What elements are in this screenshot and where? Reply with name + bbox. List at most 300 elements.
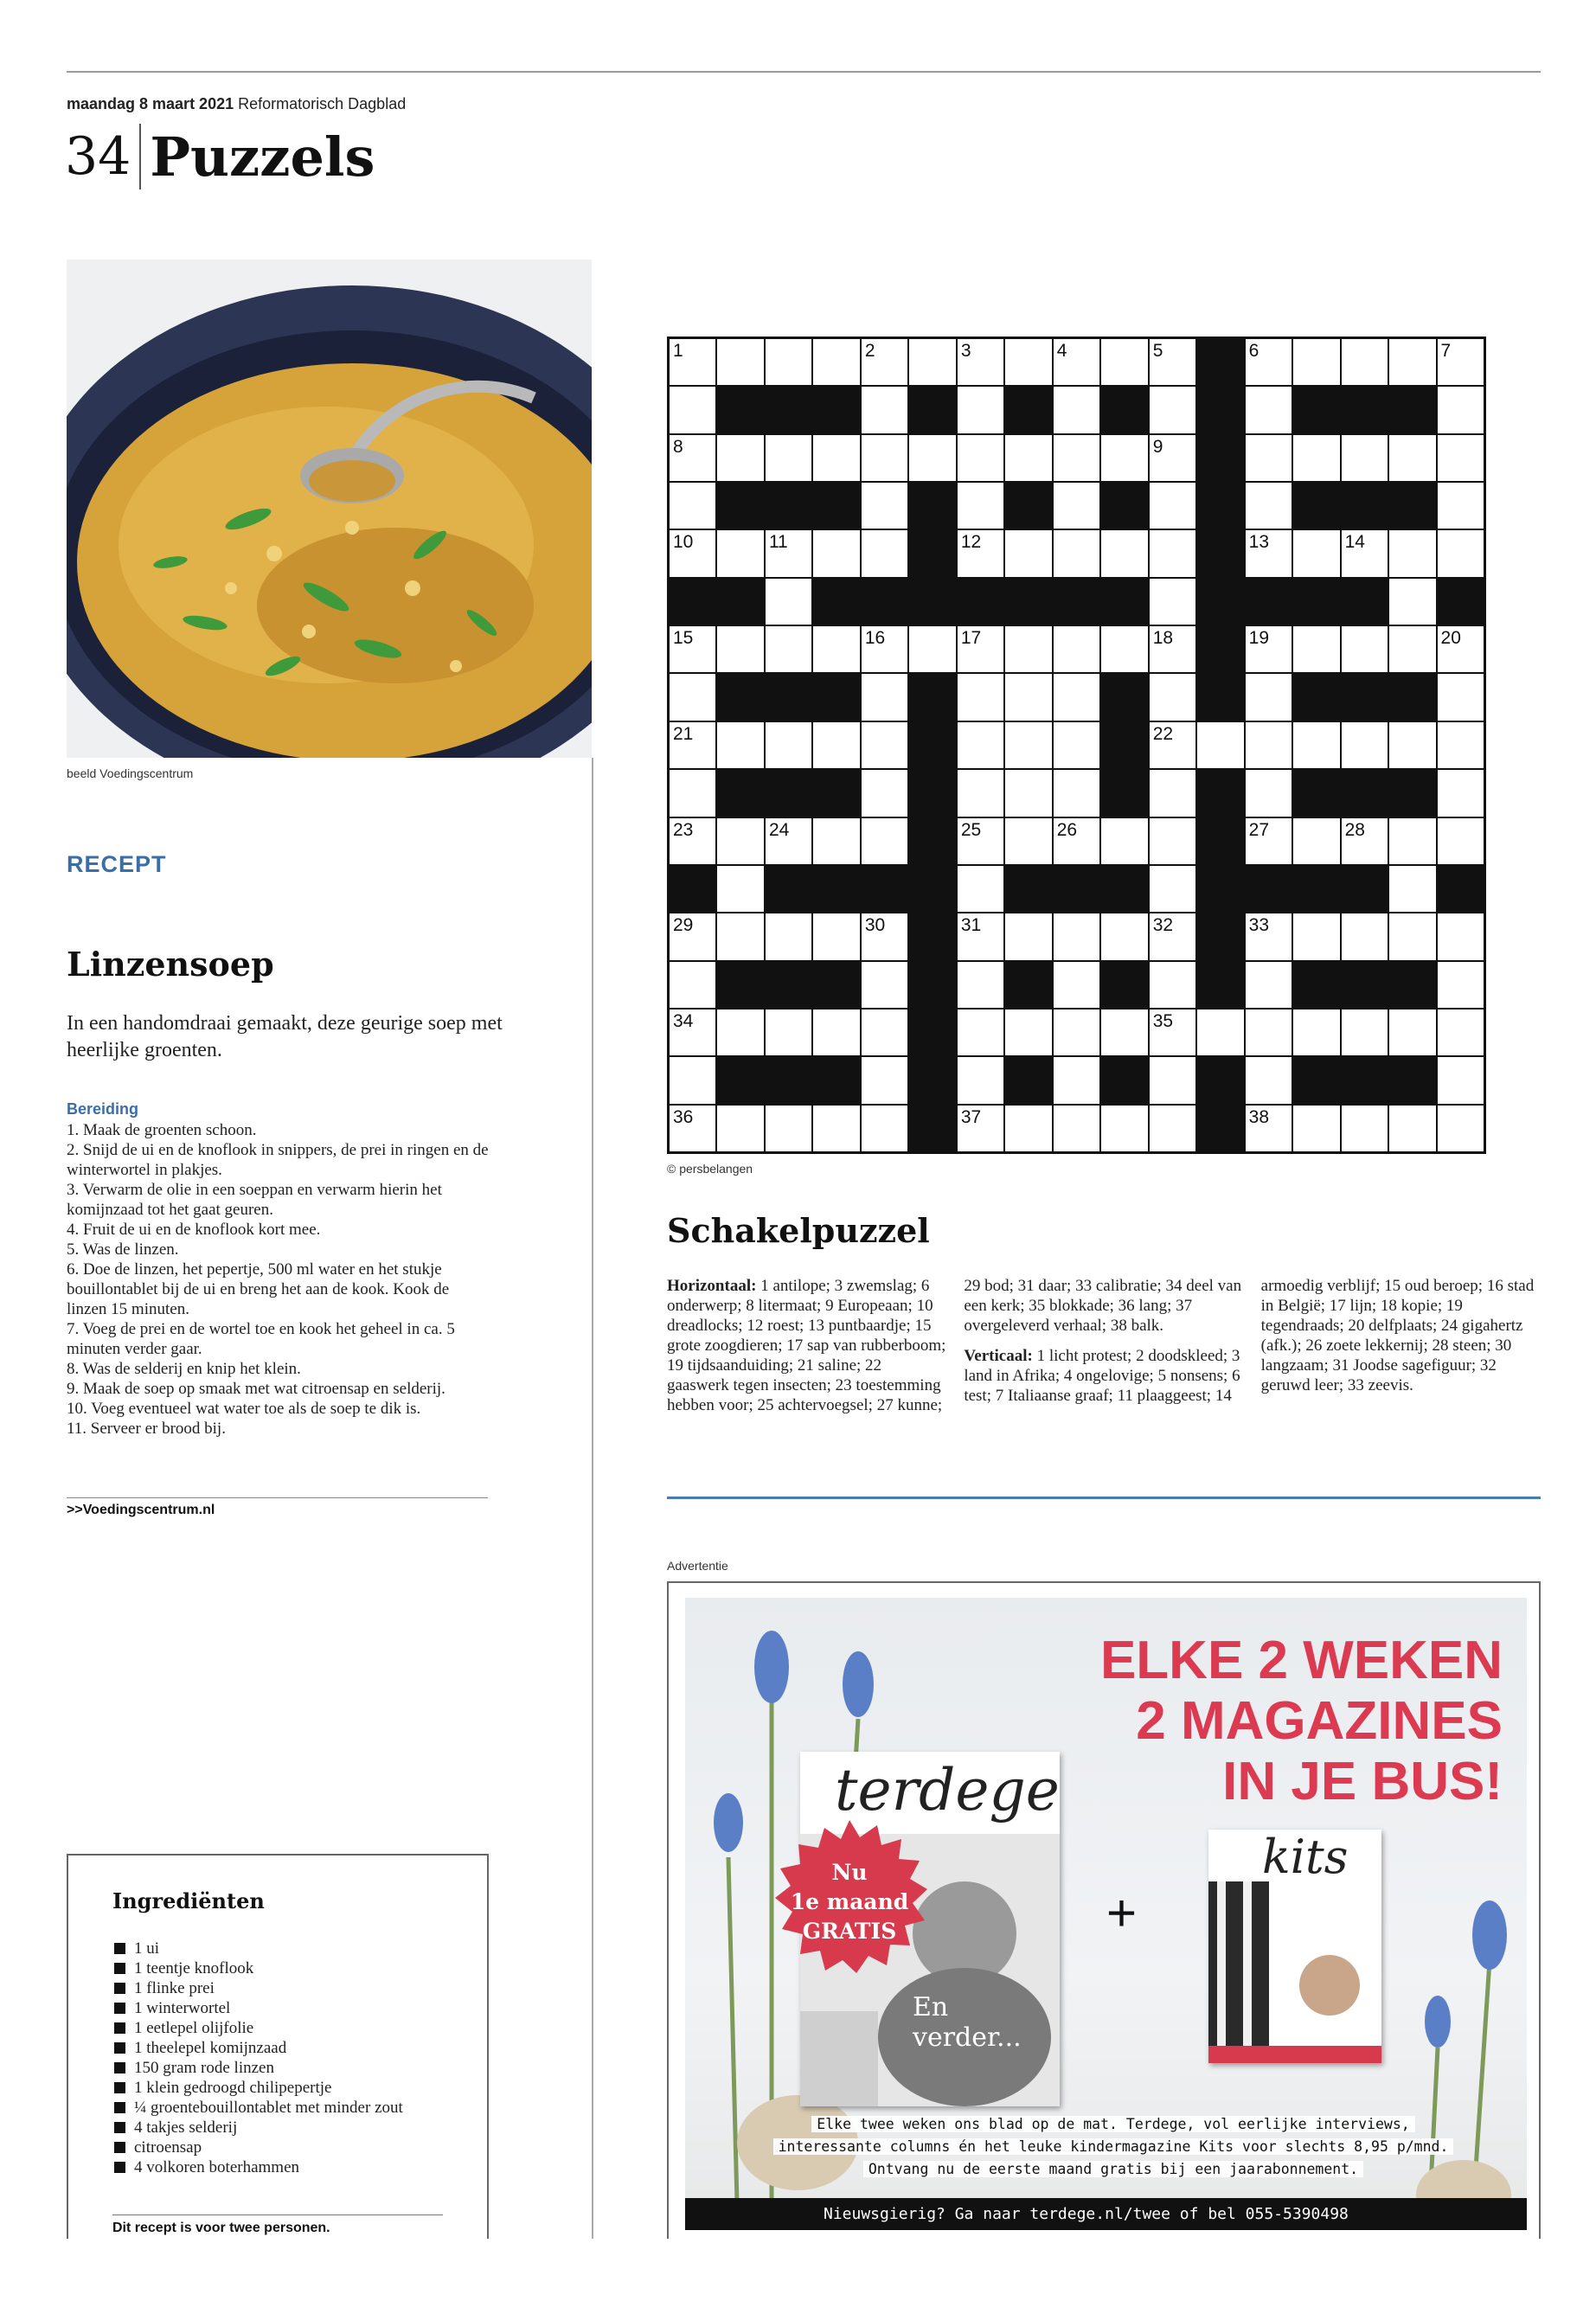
crossword-cell[interactable] bbox=[1150, 818, 1195, 864]
free-month-badge bbox=[772, 1818, 927, 1974]
crossword-cell[interactable] bbox=[958, 626, 1003, 672]
crossword-block bbox=[1389, 483, 1435, 529]
crossword-cell[interactable] bbox=[958, 530, 1003, 576]
crossword-cell[interactable] bbox=[766, 579, 811, 625]
crossword-cell[interactable] bbox=[813, 339, 859, 385]
crossword-cell[interactable] bbox=[1150, 339, 1195, 385]
crossword-cell[interactable] bbox=[1246, 770, 1292, 816]
crossword-cell[interactable] bbox=[1101, 913, 1147, 959]
crossword-cell[interactable] bbox=[670, 913, 715, 959]
crossword-cell[interactable] bbox=[1054, 1106, 1099, 1151]
crossword-cell[interactable] bbox=[1389, 579, 1435, 625]
crossword-cell[interactable] bbox=[1438, 962, 1484, 1008]
ingredient-text: 1 flinke prei bbox=[134, 1979, 215, 1997]
crossword-cell[interactable] bbox=[717, 530, 763, 576]
crossword-cell[interactable] bbox=[862, 530, 907, 576]
crossword-cell[interactable] bbox=[1293, 530, 1339, 576]
crossword-cell[interactable] bbox=[1293, 339, 1339, 385]
crossword-cell[interactable] bbox=[1054, 962, 1099, 1008]
crossword-block bbox=[1197, 770, 1243, 816]
crossword-block bbox=[717, 483, 763, 529]
crossword-block bbox=[670, 866, 715, 912]
crossword-cell[interactable] bbox=[1389, 626, 1435, 672]
crossword-cell[interactable] bbox=[670, 1009, 715, 1055]
crossword-cell[interactable] bbox=[909, 339, 955, 385]
publication-name: Reformatorisch Dagblad bbox=[238, 95, 407, 112]
crossword-cell[interactable] bbox=[813, 1106, 859, 1151]
crossword-cell[interactable] bbox=[862, 1009, 907, 1055]
crossword-block bbox=[766, 674, 811, 720]
crossword-cell[interactable] bbox=[1150, 674, 1195, 720]
crossword-cell[interactable] bbox=[1054, 818, 1099, 864]
crossword-cell[interactable] bbox=[1246, 962, 1292, 1008]
crossword-cell[interactable] bbox=[1293, 626, 1339, 672]
crossword-block bbox=[1293, 579, 1339, 625]
ingredient-text: citroensap bbox=[134, 2138, 202, 2157]
crossword-cell[interactable] bbox=[1389, 722, 1435, 768]
crossword-cell[interactable] bbox=[717, 722, 763, 768]
crossword-cell[interactable] bbox=[862, 1057, 907, 1103]
bullet-square-icon bbox=[114, 2082, 125, 2093]
headline-line-3: IN JE BUS! bbox=[1222, 1752, 1503, 1811]
crossword-cell[interactable] bbox=[958, 339, 1003, 385]
ad-call-to-action[interactable]: Nieuwsgierig? Ga naar terdege.nl/twee of bel 055-5390498 bbox=[685, 2198, 1527, 2230]
clue-number: 27 bbox=[1248, 819, 1269, 840]
crossword-cell[interactable] bbox=[813, 913, 859, 959]
crossword-cell[interactable] bbox=[1246, 1106, 1292, 1151]
source-link[interactable]: >>Voedingscentrum.nl bbox=[67, 1503, 215, 1517]
crossword-cell[interactable] bbox=[1342, 722, 1388, 768]
crossword-cell[interactable] bbox=[813, 435, 859, 481]
puzzle-title: Schakelpuzzel bbox=[667, 1211, 930, 1250]
ad-body-line-1: Elke twee weken ons blad op de mat. Terdege, vol eerlijke interviews, bbox=[811, 2116, 1414, 2132]
crossword-cell[interactable] bbox=[1438, 483, 1484, 529]
crossword-cell[interactable] bbox=[862, 674, 907, 720]
crossword-block bbox=[1293, 866, 1339, 912]
crossword-cell[interactable] bbox=[1005, 770, 1051, 816]
crossword-cell[interactable] bbox=[1150, 770, 1195, 816]
crossword-block bbox=[1005, 579, 1051, 625]
crossword-cell[interactable] bbox=[1293, 1009, 1339, 1055]
crossword-cell[interactable] bbox=[670, 1057, 715, 1103]
crossword-cell[interactable] bbox=[958, 1057, 1003, 1103]
crossword-cell[interactable] bbox=[670, 722, 715, 768]
crossword-cell[interactable] bbox=[717, 1009, 763, 1055]
crossword-cell[interactable] bbox=[1293, 435, 1339, 481]
crossword-block bbox=[717, 579, 763, 625]
crossword-block bbox=[1101, 579, 1147, 625]
crossword-cell[interactable] bbox=[1150, 722, 1195, 768]
crossword-cell[interactable] bbox=[1150, 962, 1195, 1008]
crossword-block bbox=[1101, 770, 1147, 816]
crossword-cell[interactable] bbox=[1438, 818, 1484, 864]
clue-number: 15 bbox=[673, 628, 694, 649]
crossword-cell[interactable] bbox=[862, 387, 907, 433]
crossword-cell[interactable] bbox=[862, 962, 907, 1008]
advert[interactable] bbox=[685, 1598, 1527, 2230]
bullet-square-icon bbox=[114, 2003, 125, 2014]
crossword-cell[interactable] bbox=[1438, 626, 1484, 672]
crossword-cell[interactable] bbox=[1389, 1106, 1435, 1151]
crossword-grid[interactable] bbox=[667, 336, 1486, 1154]
ingredients-rule bbox=[112, 2214, 443, 2215]
ad-body-line-2: interessante columns én het leuke kindermagazine Kits voor slechts 8,95 p/mnd. bbox=[773, 2138, 1454, 2155]
clue-number: 6 bbox=[1248, 341, 1259, 361]
clue-number: 12 bbox=[960, 532, 982, 553]
crossword-cell[interactable] bbox=[1101, 339, 1147, 385]
crossword-cell[interactable] bbox=[1054, 626, 1099, 672]
crossword-cell[interactable] bbox=[813, 530, 859, 576]
crossword-cell[interactable] bbox=[1054, 435, 1099, 481]
crossword-block bbox=[766, 962, 811, 1008]
crossword-cell[interactable] bbox=[1197, 1009, 1243, 1055]
ingredient-item bbox=[113, 1998, 477, 2018]
crossword-cell[interactable] bbox=[1005, 435, 1051, 481]
crossword-cell[interactable] bbox=[670, 962, 715, 1008]
crossword-block bbox=[1197, 579, 1243, 625]
crossword-cell[interactable] bbox=[958, 913, 1003, 959]
ingredient-item bbox=[113, 2098, 477, 2118]
crossword-block bbox=[717, 387, 763, 433]
crossword-cell[interactable] bbox=[958, 435, 1003, 481]
bullet-square-icon bbox=[114, 2162, 125, 2173]
crossword-cell[interactable] bbox=[670, 674, 715, 720]
crossword-cell[interactable] bbox=[1150, 913, 1195, 959]
crossword-cell[interactable] bbox=[1246, 530, 1292, 576]
clue-number: 22 bbox=[1152, 723, 1174, 744]
badge-line-2: 1e maand bbox=[790, 1889, 909, 1914]
crossword-cell[interactable] bbox=[1101, 1106, 1147, 1151]
ingredient-text: ¼ groentebouillontablet met minder zout bbox=[134, 2099, 403, 2117]
crossword-cell[interactable] bbox=[766, 1106, 811, 1151]
crossword-cell[interactable] bbox=[958, 866, 1003, 912]
crossword-cell[interactable] bbox=[1438, 435, 1484, 481]
crossword-cell[interactable] bbox=[1342, 818, 1388, 864]
crossword-cell[interactable] bbox=[862, 626, 907, 672]
crossword-cell[interactable] bbox=[862, 435, 907, 481]
crossword-block bbox=[862, 579, 907, 625]
crossword-cell[interactable] bbox=[1438, 1057, 1484, 1103]
crossword-cell[interactable] bbox=[1150, 866, 1195, 912]
crossword-cell[interactable] bbox=[862, 722, 907, 768]
plus-icon: + bbox=[1106, 1884, 1138, 1942]
clue-number: 11 bbox=[768, 532, 788, 553]
crossword-cell[interactable] bbox=[1246, 435, 1292, 481]
crossword-cell[interactable] bbox=[717, 339, 763, 385]
headline-line-1: ELKE 2 WEKEN bbox=[1099, 1631, 1503, 1690]
crossword-cell[interactable] bbox=[670, 339, 715, 385]
crossword-cell[interactable] bbox=[1054, 387, 1099, 433]
issue-date: maandag 8 maart 2021 bbox=[67, 95, 234, 112]
crossword-block bbox=[1197, 435, 1243, 481]
clue-number: 4 bbox=[1056, 341, 1067, 361]
crossword-cell[interactable] bbox=[1246, 339, 1292, 385]
crossword-cell[interactable] bbox=[1101, 435, 1147, 481]
crossword-cell[interactable] bbox=[1150, 579, 1195, 625]
ingredient-item bbox=[113, 2138, 477, 2157]
crossword-cell[interactable] bbox=[1101, 530, 1147, 576]
crossword-cell[interactable] bbox=[813, 626, 859, 672]
crossword-cell[interactable] bbox=[717, 626, 763, 672]
crossword-block bbox=[909, 962, 955, 1008]
crossword-cell[interactable] bbox=[1150, 626, 1195, 672]
crossword-block bbox=[1005, 962, 1051, 1008]
crossword-block bbox=[909, 770, 955, 816]
crossword-cell[interactable] bbox=[909, 626, 955, 672]
crossword-cell[interactable] bbox=[1005, 722, 1051, 768]
crossword-block bbox=[1197, 626, 1243, 672]
servings-note: Dit recept is voor twee personen. bbox=[112, 2221, 330, 2235]
crossword-block bbox=[1389, 770, 1435, 816]
crossword-cell[interactable] bbox=[958, 770, 1003, 816]
crossword-cell[interactable] bbox=[862, 483, 907, 529]
ingredient-item bbox=[113, 2058, 477, 2078]
crossword-cell[interactable] bbox=[1389, 339, 1435, 385]
crossword-block bbox=[1005, 866, 1051, 912]
crossword-block bbox=[1342, 483, 1388, 529]
crossword-cell[interactable] bbox=[1005, 1009, 1051, 1055]
crossword-block bbox=[813, 770, 859, 816]
bullet-square-icon bbox=[114, 1963, 125, 1974]
crossword-cell[interactable] bbox=[1342, 913, 1388, 959]
crossword-cell[interactable] bbox=[1389, 866, 1435, 912]
clue-number: 26 bbox=[1056, 819, 1078, 840]
crossword-cell[interactable] bbox=[1054, 674, 1099, 720]
badge-line-3: GRATIS bbox=[802, 1919, 897, 1944]
crossword-cell[interactable] bbox=[1054, 913, 1099, 959]
crossword-cell[interactable] bbox=[1005, 626, 1051, 672]
crossword-cell[interactable] bbox=[1389, 913, 1435, 959]
crossword-cell[interactable] bbox=[958, 962, 1003, 1008]
crossword-cell[interactable] bbox=[1246, 913, 1292, 959]
crossword-cell[interactable] bbox=[1054, 530, 1099, 576]
crossword-cell[interactable] bbox=[766, 722, 811, 768]
crossword-cell[interactable] bbox=[1101, 626, 1147, 672]
crossword-cell[interactable] bbox=[670, 483, 715, 529]
crossword-cell[interactable] bbox=[1389, 435, 1435, 481]
crossword-cell[interactable] bbox=[766, 435, 811, 481]
crossword-cell[interactable] bbox=[1438, 722, 1484, 768]
ad-headline bbox=[1100, 1631, 1503, 1812]
ingredient-item bbox=[113, 2118, 477, 2138]
recipe-label: RECEPT bbox=[67, 851, 167, 877]
ingredient-item bbox=[113, 2038, 477, 2058]
crossword-cell[interactable] bbox=[1342, 1106, 1388, 1151]
page-header bbox=[65, 121, 375, 192]
clue-number: 16 bbox=[864, 628, 886, 649]
crossword-cell[interactable] bbox=[1005, 818, 1051, 864]
crossword-cell[interactable] bbox=[1246, 1057, 1292, 1103]
crossword-cell[interactable] bbox=[670, 770, 715, 816]
crossword-block bbox=[1101, 962, 1147, 1008]
crossword-cell[interactable] bbox=[1438, 913, 1484, 959]
crossword-cell[interactable] bbox=[958, 387, 1003, 433]
crossword-cell[interactable] bbox=[670, 1106, 715, 1151]
crossword-cell[interactable] bbox=[766, 913, 811, 959]
crossword-cell[interactable] bbox=[1389, 818, 1435, 864]
crossword-cell[interactable] bbox=[1389, 530, 1435, 576]
crossword-cell[interactable] bbox=[1005, 530, 1051, 576]
ingredient-text: 4 takjes selderij bbox=[134, 2118, 238, 2137]
crossword-cell[interactable] bbox=[1246, 483, 1292, 529]
crossword-cell[interactable] bbox=[909, 435, 955, 481]
crossword-cell[interactable] bbox=[862, 1106, 907, 1151]
crossword-block bbox=[1342, 387, 1388, 433]
crossword-cell[interactable] bbox=[813, 722, 859, 768]
crossword-cell[interactable] bbox=[1054, 1057, 1099, 1103]
crossword-block bbox=[1246, 866, 1292, 912]
crossword-cell[interactable] bbox=[1438, 530, 1484, 576]
crossword-cell[interactable] bbox=[1005, 674, 1051, 720]
crossword-cell[interactable] bbox=[717, 1106, 763, 1151]
crossword-cell[interactable] bbox=[1054, 770, 1099, 816]
crossword-cell[interactable] bbox=[670, 626, 715, 672]
crossword-cell[interactable] bbox=[1438, 1106, 1484, 1151]
crossword-cell[interactable] bbox=[1054, 1009, 1099, 1055]
crossword-block bbox=[1342, 1057, 1388, 1103]
crossword-cell[interactable] bbox=[862, 818, 907, 864]
ingredients-box bbox=[67, 1854, 489, 2239]
clue-number: 36 bbox=[673, 1106, 694, 1127]
kits-magazine-cover bbox=[1208, 1830, 1381, 2063]
crossword-cell[interactable] bbox=[958, 1009, 1003, 1055]
crossword-block bbox=[1293, 387, 1339, 433]
crossword-cell[interactable] bbox=[1005, 1106, 1051, 1151]
crossword-cell[interactable] bbox=[1342, 1009, 1388, 1055]
crossword-cell[interactable] bbox=[1150, 387, 1195, 433]
clue-number: 17 bbox=[960, 628, 982, 649]
crossword-block bbox=[862, 866, 907, 912]
crossword-cell[interactable] bbox=[1293, 722, 1339, 768]
crossword-cell[interactable] bbox=[1101, 818, 1147, 864]
crossword-cell[interactable] bbox=[1342, 339, 1388, 385]
crossword-block bbox=[813, 387, 859, 433]
crossword-block bbox=[766, 1057, 811, 1103]
crossword-cell[interactable] bbox=[1246, 1009, 1292, 1055]
crossword-cell[interactable] bbox=[1197, 722, 1243, 768]
crossword-cell[interactable] bbox=[1150, 1106, 1195, 1151]
crossword-cell[interactable] bbox=[717, 913, 763, 959]
crossword-block bbox=[813, 962, 859, 1008]
down-label: Verticaal: bbox=[964, 1347, 1033, 1365]
crossword-block bbox=[1342, 962, 1388, 1008]
terdege-logo: terdege bbox=[835, 1757, 1060, 1823]
step-11: 11. Serveer er brood bij. bbox=[67, 1420, 226, 1438]
crossword-cell[interactable] bbox=[862, 339, 907, 385]
crossword-cell[interactable] bbox=[958, 818, 1003, 864]
step-4: 4. Fruit de ui en de knoflook kort mee. bbox=[67, 1221, 321, 1239]
crossword-cell[interactable] bbox=[670, 818, 715, 864]
crossword-cell[interactable] bbox=[1293, 913, 1339, 959]
crossword-cell[interactable] bbox=[1054, 483, 1099, 529]
crossword-cell[interactable] bbox=[766, 530, 811, 576]
ingredient-item bbox=[113, 2018, 477, 2038]
clues bbox=[667, 1276, 1541, 1415]
crossword-cell[interactable] bbox=[1342, 626, 1388, 672]
crossword-cell[interactable] bbox=[813, 818, 859, 864]
crossword-cell[interactable] bbox=[958, 483, 1003, 529]
crossword-cell[interactable] bbox=[717, 435, 763, 481]
crossword-cell[interactable] bbox=[813, 1009, 859, 1055]
clue-number: 32 bbox=[1152, 915, 1174, 936]
clue-number: 19 bbox=[1248, 628, 1269, 649]
crossword-block bbox=[1342, 770, 1388, 816]
crossword-cell[interactable] bbox=[1246, 626, 1292, 672]
crossword-cell[interactable] bbox=[1246, 818, 1292, 864]
crossword-cell[interactable] bbox=[1005, 913, 1051, 959]
clue-number: 1 bbox=[673, 341, 683, 361]
crossword-block bbox=[909, 579, 955, 625]
crossword-block bbox=[1293, 770, 1339, 816]
crossword-block bbox=[1101, 1057, 1147, 1103]
crossword-cell[interactable] bbox=[1150, 1009, 1195, 1055]
ingredient-item bbox=[113, 1939, 477, 1958]
crossword-cell[interactable] bbox=[1438, 339, 1484, 385]
crossword-cell[interactable] bbox=[1150, 530, 1195, 576]
top-rule bbox=[67, 71, 1541, 73]
crossword-cell[interactable] bbox=[862, 913, 907, 959]
step-8: 8. Was de selderij en knip het klein. bbox=[67, 1360, 301, 1378]
crossword-block bbox=[1005, 483, 1051, 529]
crossword-cell[interactable] bbox=[958, 674, 1003, 720]
crossword-cell[interactable] bbox=[766, 626, 811, 672]
ingredient-item bbox=[113, 1978, 477, 1998]
crossword-cell[interactable] bbox=[1342, 435, 1388, 481]
crossword-cell[interactable] bbox=[1438, 770, 1484, 816]
crossword-cell[interactable] bbox=[1005, 339, 1051, 385]
crossword-cell[interactable] bbox=[1054, 722, 1099, 768]
crossword-cell[interactable] bbox=[670, 435, 715, 481]
crossword-cell[interactable] bbox=[1150, 483, 1195, 529]
dateline bbox=[67, 95, 406, 113]
ad-label: Advertentie bbox=[667, 1559, 728, 1573]
crossword-cell[interactable] bbox=[1054, 339, 1099, 385]
bullet-square-icon bbox=[114, 2062, 125, 2073]
crossword-cell[interactable] bbox=[1438, 387, 1484, 433]
crossword-cell[interactable] bbox=[717, 866, 763, 912]
crossword-cell[interactable] bbox=[1150, 1057, 1195, 1103]
crossword-cell[interactable] bbox=[958, 722, 1003, 768]
ingredient-text: 1 ui bbox=[134, 1939, 160, 1958]
step-3: 3. Verwarm de olie in een soeppan en verwarm hierin het komijnzaad tot het gaat geuren. bbox=[67, 1181, 442, 1219]
crossword-cell[interactable] bbox=[1246, 387, 1292, 433]
crossword-cell[interactable] bbox=[862, 770, 907, 816]
crossword-cell[interactable] bbox=[1293, 818, 1339, 864]
crossword-cell[interactable] bbox=[670, 530, 715, 576]
crossword-cell[interactable] bbox=[958, 1106, 1003, 1151]
crossword-cell[interactable] bbox=[1342, 530, 1388, 576]
clue-number: 5 bbox=[1152, 341, 1163, 361]
crossword-cell[interactable] bbox=[717, 818, 763, 864]
ad-body-line-3: Ontvang nu de eerste maand gratis bij een jaarabonnement. bbox=[863, 2161, 1363, 2177]
clue-number: 13 bbox=[1248, 532, 1269, 553]
crossword-cell[interactable] bbox=[766, 818, 811, 864]
crossword-cell[interactable] bbox=[1101, 1009, 1147, 1055]
crossword-cell[interactable] bbox=[1438, 1009, 1484, 1055]
crossword-block bbox=[909, 1057, 955, 1103]
crossword-cell[interactable] bbox=[670, 387, 715, 433]
crossword-cell[interactable] bbox=[766, 1009, 811, 1055]
crossword-cell[interactable] bbox=[1389, 1009, 1435, 1055]
crossword-cell[interactable] bbox=[1438, 674, 1484, 720]
crossword-cell[interactable] bbox=[1246, 722, 1292, 768]
crossword-cell[interactable] bbox=[1246, 674, 1292, 720]
crossword-cell[interactable] bbox=[1293, 1106, 1339, 1151]
badge-line-1: Nu bbox=[831, 1860, 868, 1885]
crossword-cell[interactable] bbox=[766, 339, 811, 385]
crossword-cell[interactable] bbox=[1150, 435, 1195, 481]
clue-number: 28 bbox=[1344, 819, 1365, 840]
